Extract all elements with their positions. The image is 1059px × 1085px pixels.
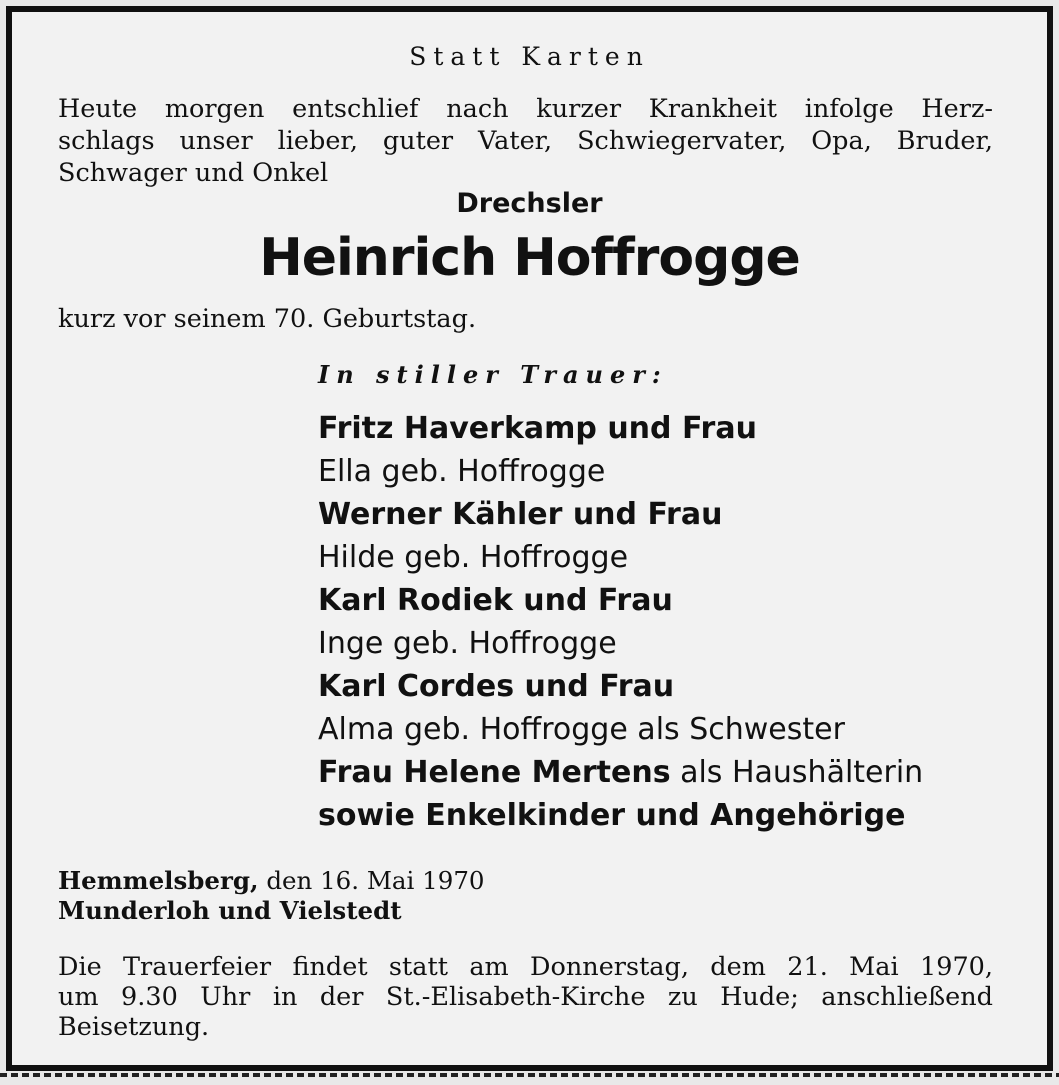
mourner-bold: Werner Kähler und Frau <box>318 497 723 532</box>
funeral-info <box>58 952 993 1042</box>
date: den 16. Mai 1970 <box>258 866 485 895</box>
place-name: Hemmelsberg, <box>58 866 259 895</box>
mourner-regular: Ella geb. Hoffrogge <box>318 454 606 489</box>
mourner-regular: Hilde geb. Hoffrogge <box>318 540 629 575</box>
mourners-list <box>318 407 923 837</box>
age-line: kurz vor seinem 70. Geburtstag. <box>58 304 477 334</box>
mourner-bold: sowie Enkelkinder und Angehörige <box>318 798 906 833</box>
mourner-bold: Karl Rodiek und Frau <box>318 583 673 618</box>
mourner-line <box>318 708 923 751</box>
funeral-line-2: um 9.30 Uhr in der St.-Elisabeth-Kirche zu Hude; anschließend <box>58 982 993 1012</box>
mourner-regular: Inge geb. Hoffrogge <box>318 626 617 661</box>
intro-line-3: Schwager und Onkel <box>58 158 329 188</box>
mourner-line <box>318 665 923 708</box>
mourner-line <box>318 622 923 665</box>
deceased-name: Heinrich Hoffrogge <box>259 228 800 288</box>
mourner-bold: Karl Cordes und Frau <box>318 669 675 704</box>
profession: Drechsler <box>456 188 603 219</box>
mourner-line <box>318 536 923 579</box>
intro-line-2: schlags unser lieber, guter Vater, Schwiegervater, Opa, Bruder, <box>58 126 993 156</box>
mourner-regular: als Haushälterin <box>670 755 924 790</box>
place-date <box>58 866 485 926</box>
place-line-1 <box>58 866 485 896</box>
mourning-heading: In stiller Trauer: <box>318 360 668 389</box>
mourner-line <box>318 751 923 794</box>
mourner-line <box>318 794 923 837</box>
mourner-line <box>318 450 923 493</box>
notice-header: Statt Karten <box>409 42 650 71</box>
mourner-line <box>318 407 923 450</box>
mourner-line <box>318 493 923 536</box>
mourner-bold: Frau Helene Mertens <box>318 755 671 790</box>
place-line-2: Munderloh und Vielstedt <box>58 896 402 925</box>
intro-line-1: Heute morgen entschlief nach kurzer Krankheit infolge Herz- <box>58 94 993 124</box>
mourner-regular: Alma geb. Hoffrogge als Schwester <box>318 712 845 747</box>
funeral-line-3: Beisetzung. <box>58 1012 210 1042</box>
funeral-line-1: Die Trauerfeier findet statt am Donnerstag, dem 21. Mai 1970, <box>58 952 993 982</box>
mourner-line <box>318 579 923 622</box>
dashed-rule <box>0 1073 1059 1077</box>
mourner-bold: Fritz Haverkamp und Frau <box>318 411 757 446</box>
